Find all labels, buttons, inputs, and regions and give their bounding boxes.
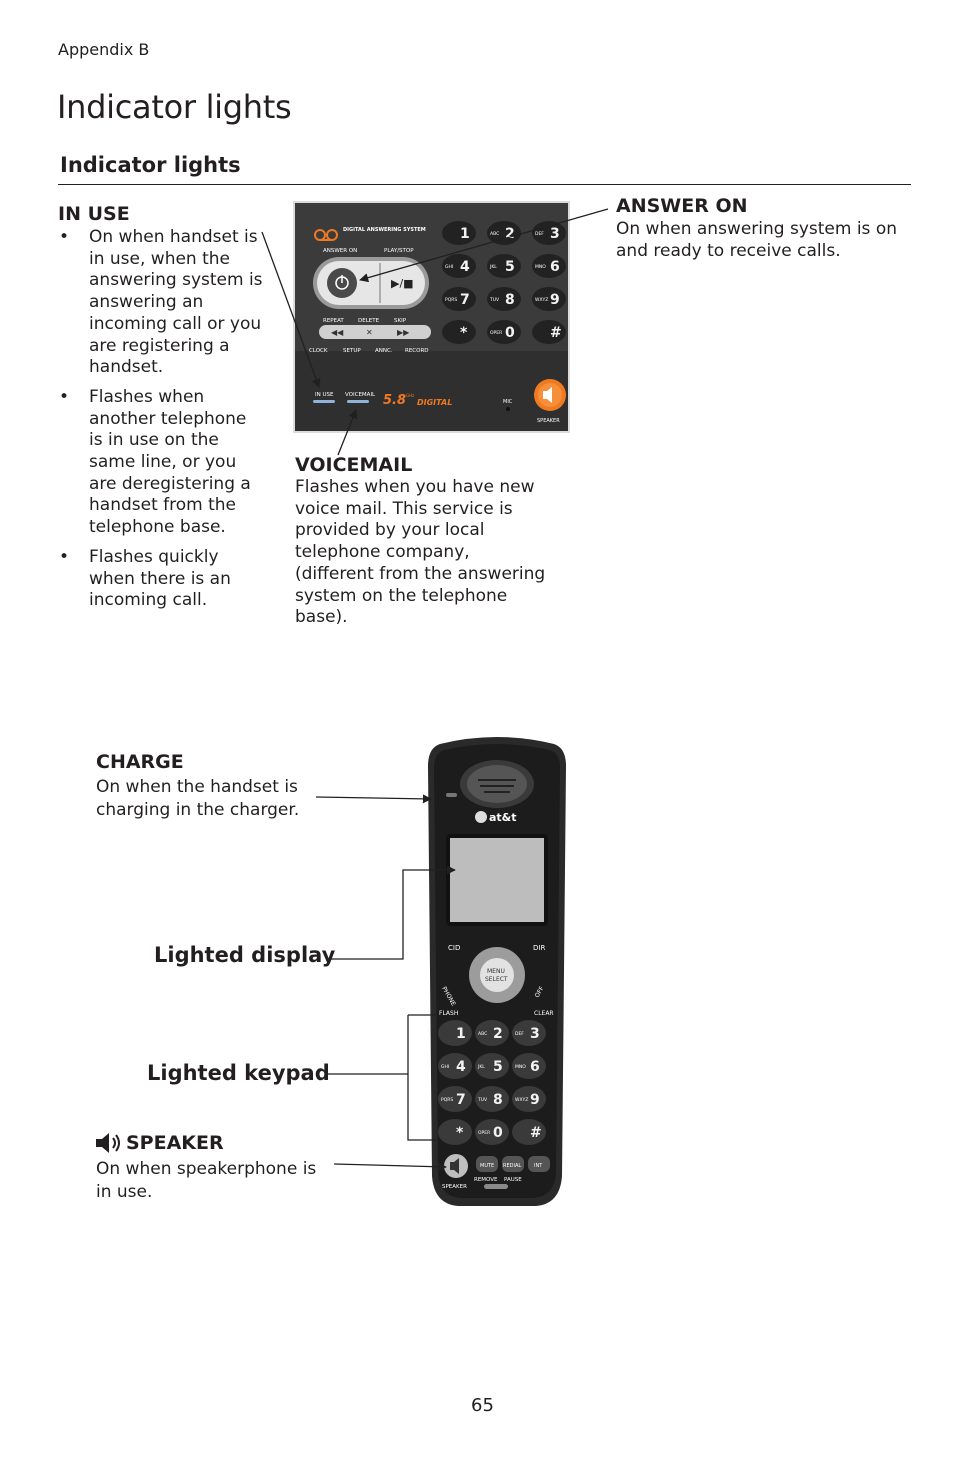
voicemail-text: Flashes when you have new voice mail. This service is provided by your local telephone company, (different from the answering system on the telephone base). — [295, 477, 546, 628]
model-unit: GHz — [406, 393, 415, 398]
charge-callout — [316, 797, 431, 799]
handset-key-digit: 3 — [530, 1026, 540, 1042]
handset-select: SELECT — [485, 976, 508, 983]
handset-flash: FLASH — [439, 1010, 459, 1017]
handset-key-digit: 4 — [456, 1059, 466, 1075]
handset-brand: at&t — [489, 811, 517, 824]
base-voicemail-text: VOICEMAIL — [345, 392, 376, 398]
base-in-use-text: IN USE — [315, 392, 334, 398]
handset-pause: PAUSE — [504, 1177, 522, 1183]
page-number: 65 — [471, 1395, 494, 1416]
att-globe-icon — [475, 811, 487, 823]
base-key-digit: 5 — [505, 259, 515, 275]
lighted-display-label: Lighted display — [154, 943, 336, 967]
handset-key-digit: # — [530, 1125, 542, 1141]
base-key-letters: DEF — [535, 232, 544, 237]
in-use-bullet: • Flashes quickly when there is an incoming call. — [58, 547, 263, 612]
base-delete-text: DELETE — [358, 318, 380, 324]
play-stop-glyph: ▶/■ — [391, 277, 414, 290]
voicemail-led — [347, 400, 369, 403]
handset-key-letters: GHI — [441, 1065, 450, 1070]
svg-text:◀◀: ◀◀ — [331, 328, 344, 337]
section-rule — [58, 184, 911, 185]
base-brand-text: DIGITAL ANSWERING SYSTEM — [343, 227, 426, 233]
lighted-display-screen — [450, 838, 544, 922]
base-speaker-text: SPEAKER — [537, 418, 560, 424]
base-key — [442, 221, 476, 245]
in-use-bullets — [58, 227, 263, 620]
handset-key-digit: 7 — [456, 1092, 466, 1108]
base-key-digit: 8 — [505, 292, 515, 308]
base-key-digit: 3 — [550, 226, 560, 242]
menu-select-button — [480, 958, 514, 992]
handset-key-digit: 9 — [530, 1092, 540, 1108]
handset-key — [438, 1119, 472, 1145]
model-number: 5.8 — [383, 393, 407, 408]
base-key-digit: 7 — [460, 292, 470, 308]
handset-key-digit: 8 — [493, 1092, 503, 1108]
answer-on-text: On when answering system is on and ready to receive calls. — [616, 219, 897, 261]
handset-phone: PHONE — [440, 985, 457, 1008]
base-key-digit: 4 — [460, 259, 470, 275]
handset-clear: CLEAR — [534, 1010, 554, 1017]
answer-on-title: ANSWER ON — [616, 195, 748, 217]
handset-key-letters: DEF — [515, 1032, 524, 1037]
charge-title: CHARGE — [96, 751, 184, 773]
in-use-title: IN USE — [58, 203, 130, 225]
base-key-letters: JKL — [490, 265, 497, 270]
base-key-letters: TUV — [490, 298, 500, 303]
svg-text:▶▶: ▶▶ — [397, 328, 410, 337]
handset-off: OFF — [533, 985, 546, 999]
handset-key-letters: JKL — [478, 1065, 485, 1070]
appendix-label: Appendix B — [58, 40, 150, 59]
handset-key-digit: 0 — [493, 1125, 503, 1141]
base-mic-text: MIC — [503, 399, 513, 405]
base-unit-illustration — [293, 201, 570, 433]
handset-key — [438, 1020, 472, 1046]
base-key-digit: 9 — [550, 292, 560, 308]
base-key-letters: OPER — [490, 331, 503, 336]
in-use-bullet: • Flashes when another telephone is in use on the same line, or you are deregistering a handset from the telephone base. — [58, 387, 263, 539]
handset-key-letters: WXYZ — [515, 1098, 529, 1103]
in-use-bullet: • On when handset is in use, when the answering system is answering an incoming call or you are registering a handset. — [58, 227, 263, 379]
base-key-letters: MNO — [535, 265, 546, 270]
model-suffix: DIGITAL — [417, 398, 453, 407]
handset-key-digit: * — [456, 1125, 464, 1141]
base-setup-text: SETUP — [343, 348, 361, 354]
handset-menu: MENU — [487, 968, 505, 975]
base-key — [442, 320, 476, 344]
base-skip-text: SKIP — [394, 318, 407, 324]
base-play-stop-text: PLAY/STOP — [384, 248, 414, 254]
handset-illustration — [426, 736, 568, 1207]
lighted-keypad-label: Lighted keypad — [147, 1061, 330, 1085]
base-key-letters: GHI — [445, 265, 454, 270]
speaker-title: SPEAKER — [126, 1132, 224, 1154]
base-key-digit: 1 — [460, 226, 470, 242]
handset-int: INT — [534, 1163, 543, 1169]
charge-text: On when the handset is charging in the charger. — [96, 777, 300, 820]
base-key-digit: 0 — [505, 325, 515, 341]
handset-key-digit: 2 — [493, 1026, 503, 1042]
base-key-digit: * — [460, 325, 468, 341]
charge-led — [446, 793, 457, 797]
handset-mute: MUTE — [480, 1163, 495, 1169]
base-key-digit: 6 — [550, 259, 560, 275]
handset-dir: DIR — [533, 944, 546, 952]
handset-key-digit: 5 — [493, 1059, 503, 1075]
speaker-icon — [95, 1131, 125, 1155]
page-title: Indicator lights — [57, 88, 292, 126]
keypad-bracket — [328, 1015, 436, 1140]
svg-text:✕: ✕ — [366, 328, 373, 337]
handset-key-digit: 6 — [530, 1059, 540, 1075]
handset-cid: CID — [448, 944, 461, 952]
base-clock-text: CLOCK — [309, 348, 328, 354]
base-answer-on-text: ANSWER ON — [323, 248, 358, 254]
speaker-text: On when speakerphone is in use. — [96, 1159, 317, 1202]
base-key-letters: ABC — [490, 232, 500, 237]
in-use-led — [313, 400, 335, 403]
base-record-text: RECORD — [405, 348, 429, 354]
base-key-digit: # — [550, 325, 562, 341]
handset-redial: REDIAL — [503, 1163, 522, 1169]
handset-speaker-text: SPEAKER — [442, 1184, 467, 1190]
base-key-digit: 2 — [505, 226, 515, 242]
base-annc-text: ANNC. — [375, 348, 393, 354]
base-key-letters: PQRS — [445, 298, 458, 303]
base-repeat-text: REPEAT — [323, 318, 344, 324]
handset-remove: REMOVE — [474, 1177, 498, 1183]
handset-key-letters: OPER — [478, 1131, 491, 1136]
section-title: Indicator lights — [60, 153, 241, 177]
handset-key-letters: PQRS — [441, 1098, 454, 1103]
handset-key-letters: ABC — [478, 1032, 488, 1037]
handset-key-letters: MNO — [515, 1065, 526, 1070]
base-key-letters: WXYZ — [535, 298, 549, 303]
voicemail-title: VOICEMAIL — [295, 454, 413, 476]
handset-key-digit: 1 — [456, 1026, 466, 1042]
handset-key-letters: TUV — [478, 1098, 488, 1103]
